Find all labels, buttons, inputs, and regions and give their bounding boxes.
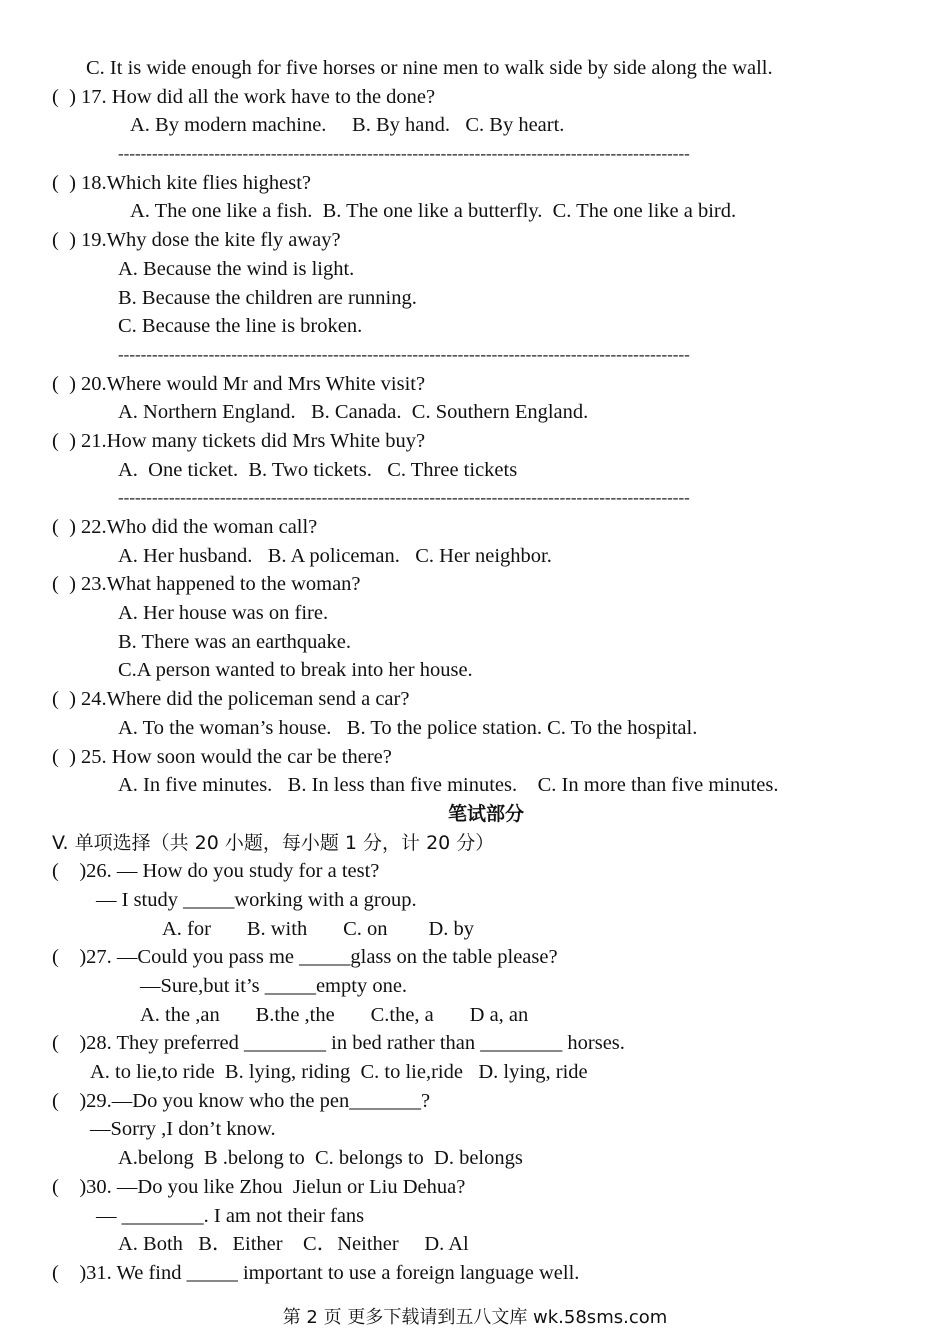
text-line: ( ) 18.Which kite flies highest?	[52, 171, 312, 194]
text-line: A. To the woman’s house. B. To the police station. C. To the hospital.	[118, 716, 698, 739]
page-footer: 第 2 页 更多下载请到五八文库 wk.58sms.com	[282, 1307, 668, 1328]
text-line: ( ) 24.Where did the policeman send a car?	[52, 688, 410, 711]
text-line: A. Her house was on fire.	[118, 602, 329, 625]
text-line: A. By modern machine. B. By hand. C. By heart.	[130, 114, 565, 137]
text-line: A. to lie,to ride B. lying, riding C. to lie,ride D. lying, ride	[90, 1061, 588, 1084]
text-line: ( ) 23.What happened to the woman?	[52, 573, 361, 596]
text-line: A. Both B．Either C．Neither D. Al	[118, 1233, 469, 1256]
text-line: B. There was an earthquake.	[118, 630, 351, 653]
text-line: A. for B. with C. on D. by	[162, 917, 475, 940]
text-line: A. One ticket. B. Two tickets. C. Three tickets	[118, 458, 518, 481]
section-divider: -----------------------------------------------------------------------------------------------------	[118, 344, 690, 364]
text-line: ( )27. —Could you pass me _____glass on the table please?	[52, 946, 558, 969]
text-line: ( )28. They preferred ________ in bed rather than ________ horses.	[52, 1032, 625, 1055]
text-line: ( ) 19.Why dose the kite fly away?	[52, 229, 341, 252]
exam-page	[0, 54, 950, 1288]
section-divider: -----------------------------------------------------------------------------------------------------	[118, 144, 690, 164]
text-line: A. Northern England. B. Canada. C. Southern England.	[118, 401, 589, 424]
text-line: A. the ,an B.the ,the C.the, a D a, an	[140, 1003, 529, 1026]
text-line: ( ) 22.Who did the woman call?	[52, 516, 318, 538]
text-line: B. Because the children are running.	[118, 286, 417, 309]
text-line: A.belong B .belong to C. belongs to D. belongs	[118, 1147, 523, 1170]
section-divider: -----------------------------------------------------------------------------------------------------	[118, 488, 690, 508]
text-line: —Sorry ,I don’t know.	[90, 1118, 276, 1141]
text-line: C. Because the line is broken.	[118, 315, 363, 338]
text-line: A. Her husband. B. A policeman. C. Her neighbor.	[118, 544, 552, 567]
text-line: ( )29.—Do you know who the pen_______?	[52, 1089, 431, 1112]
text-line: C. It is wide enough for five horses or nine men to walk side by side along the wall.	[86, 57, 773, 79]
text-line: ( )31. We find _____ important to use a foreign language well.	[52, 1261, 580, 1284]
text-line: —Sure,but it’s _____empty one.	[140, 975, 408, 997]
text-line: A. Because the wind is light.	[118, 257, 355, 280]
text-line: A. In five minutes. B. In less than five minutes. C. In more than five minutes.	[118, 774, 779, 797]
text-line: ( ) 25. How soon would the car be there?	[52, 745, 392, 768]
text-line: ( ) 17. How did all the work have to the done?	[52, 85, 436, 108]
text-line: V. 单项选择（共 20 小题，每小题 1 分，计 20 分）	[52, 831, 495, 854]
text-line: ( )30. —Do you like Zhou Jielun or Liu Dehua?	[52, 1175, 466, 1198]
text-line: ( ) 21.How many tickets did Mrs White buy?	[52, 429, 426, 452]
text-line: — I study _____working with a group.	[96, 888, 417, 911]
text-line: — ________. I am not their fans	[96, 1204, 365, 1227]
text-line: A. The one like a fish. B. The one like a butterfly. C. The one like a bird.	[130, 200, 737, 223]
text-line: ( )26. — How do you study for a test?	[52, 860, 380, 883]
text-line: ( ) 20.Where would Mr and Mrs White visit?	[52, 372, 426, 395]
text-line: C.A person wanted to break into her house.	[118, 659, 473, 682]
section-title: 笔试部分	[447, 802, 524, 825]
